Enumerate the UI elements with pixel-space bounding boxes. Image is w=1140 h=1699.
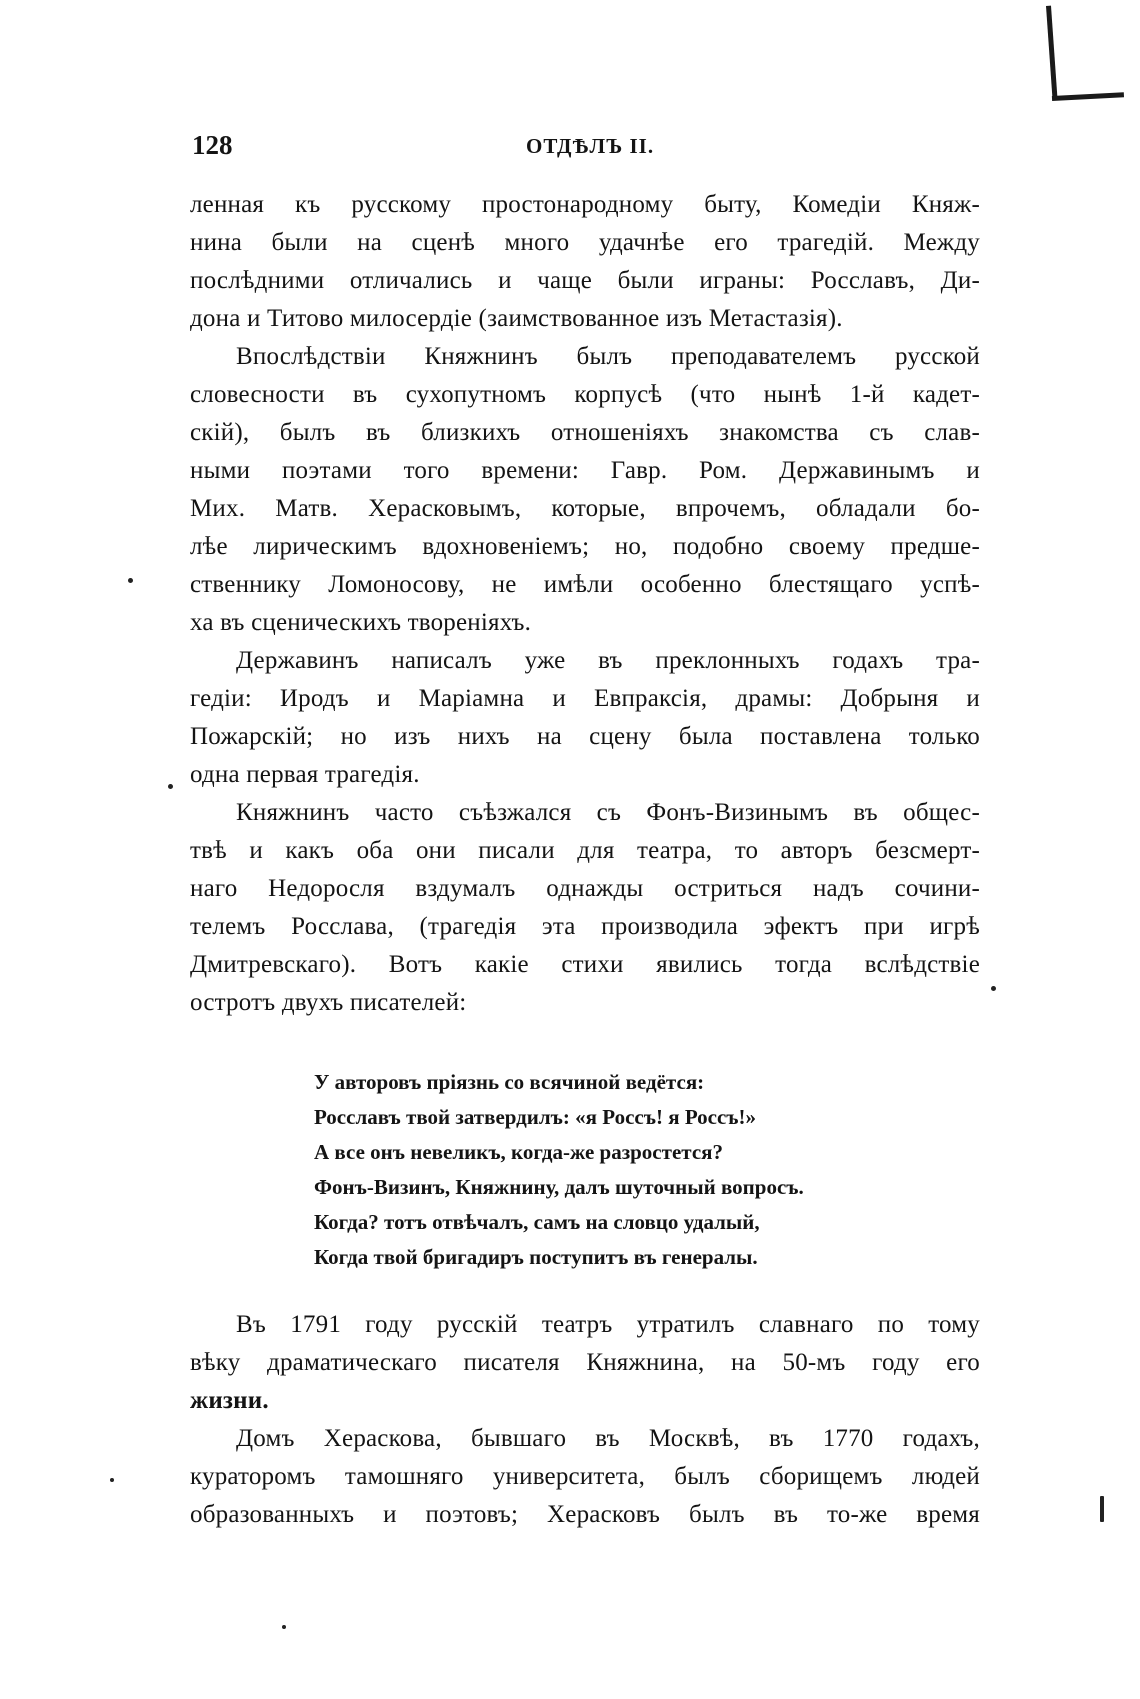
poem-line: Росславъ твой затвердилъ: «я Россъ! я Россъ!» bbox=[314, 1105, 757, 1129]
text-line: скій), былъ въ близкихъ отношеніяхъ знакомства съ слав- bbox=[190, 419, 980, 446]
poem-block bbox=[314, 1065, 874, 1275]
text-line: Княжнинъ часто съѣзжался съ Фонъ-Визинымъ въ общес- bbox=[236, 799, 980, 826]
text-line: жизни. bbox=[190, 1387, 269, 1414]
text-line: ха въ сценическихъ твореніяхъ. bbox=[190, 609, 532, 636]
text-line: послѣдними отличались и чаще были играны: Росславъ, Ди- bbox=[190, 267, 980, 294]
text-line: нина были на сценѣ много удачнѣе его трагедій. Между bbox=[190, 229, 980, 256]
text-line: дона и Титово милосердіе (заимствованное изъ Метастазія). bbox=[190, 305, 843, 332]
text-line: телемъ Росслава, (трагедія эта производила эфектъ при игрѣ bbox=[190, 913, 980, 940]
text-line: гедіи: Иродъ и Маріамна и Евпраксія, драмы: Добрыня и bbox=[190, 685, 980, 712]
text-line: лѣе лирическимъ вдохновеніемъ; но, подобно своему предше- bbox=[190, 533, 980, 560]
scan-speck bbox=[991, 986, 996, 991]
text-line: наго Недоросля вздумалъ однажды остриться надъ сочини- bbox=[190, 875, 980, 902]
scan-corner-mark-vertical bbox=[1046, 6, 1057, 98]
text-line: ленная къ русскому простонародному быту, Комедіи Княж- bbox=[190, 191, 980, 218]
text-line: Пожарскій; но изъ нихъ на сцену была поставлена только bbox=[190, 723, 980, 750]
text-line: одна первая трагедія. bbox=[190, 761, 420, 788]
poem-line: А все онъ невеликъ, когда-же разростется? bbox=[314, 1140, 724, 1164]
poem-line: Фонъ-Визинъ, Княжнину, далъ шуточный вопросъ. bbox=[314, 1175, 804, 1199]
scan-speck bbox=[128, 578, 133, 583]
text-line: Мих. Матв. Херасковымъ, которые, впрочемъ, обладали бо- bbox=[190, 495, 980, 522]
running-head bbox=[192, 130, 972, 170]
text-line: Домъ Хераскова, бывшаго въ Москвѣ, въ 1770 годахъ, bbox=[236, 1425, 980, 1452]
scan-corner-mark-horizontal bbox=[1052, 92, 1124, 101]
text-line: кураторомъ тамошняго университета, былъ сборищемъ людей bbox=[190, 1463, 980, 1490]
scan-speck bbox=[110, 1478, 114, 1482]
body-text-top bbox=[190, 186, 980, 1022]
scan-speck bbox=[282, 1625, 286, 1629]
section-title: ОТДѢЛЪ II. bbox=[526, 134, 655, 158]
text-line: Дмитревскаго). Вотъ какіе стихи явились тогда вслѣдствіе bbox=[190, 951, 980, 978]
text-line: образованныхъ и поэтовъ; Херасковъ былъ въ то-же время bbox=[190, 1501, 980, 1528]
text-line: словесности въ сухопутномъ корпусѣ (что нынѣ 1-й кадет- bbox=[190, 381, 980, 408]
text-line: вѣку драматическаго писателя Княжнина, на 50-мъ году его bbox=[190, 1349, 980, 1376]
poem-line: У авторовъ пріязнь со всячиной ведётся: bbox=[314, 1070, 705, 1094]
page-number: 128 bbox=[192, 130, 233, 160]
poem-line: Когда? тотъ отвѣчалъ, самъ на словцо удалый, bbox=[314, 1210, 760, 1234]
text-line: Впослѣдствіи Княжнинъ былъ преподавателемъ русской bbox=[236, 343, 980, 370]
scan-speck bbox=[168, 784, 173, 789]
scan-speck bbox=[1100, 1496, 1104, 1522]
poem-line: Когда твой бригадиръ поступитъ въ генералы. bbox=[314, 1245, 758, 1269]
text-line: твѣ и какъ оба они писали для театра, то авторъ безсмерт- bbox=[190, 837, 980, 864]
text-line: ственнику Ломоносову, не имѣли особенно блестящаго успѣ- bbox=[190, 571, 980, 598]
text-line: Въ 1791 году русскій театръ утратилъ славнаго по тому bbox=[236, 1311, 980, 1338]
text-line: Державинъ написалъ уже въ преклонныхъ годахъ тра- bbox=[236, 647, 980, 674]
text-line: ными поэтами того времени: Гавр. Ром. Державинымъ и bbox=[190, 457, 980, 484]
body-text-bottom bbox=[190, 1306, 980, 1534]
text-line: остротъ двухъ писателей: bbox=[190, 989, 467, 1016]
